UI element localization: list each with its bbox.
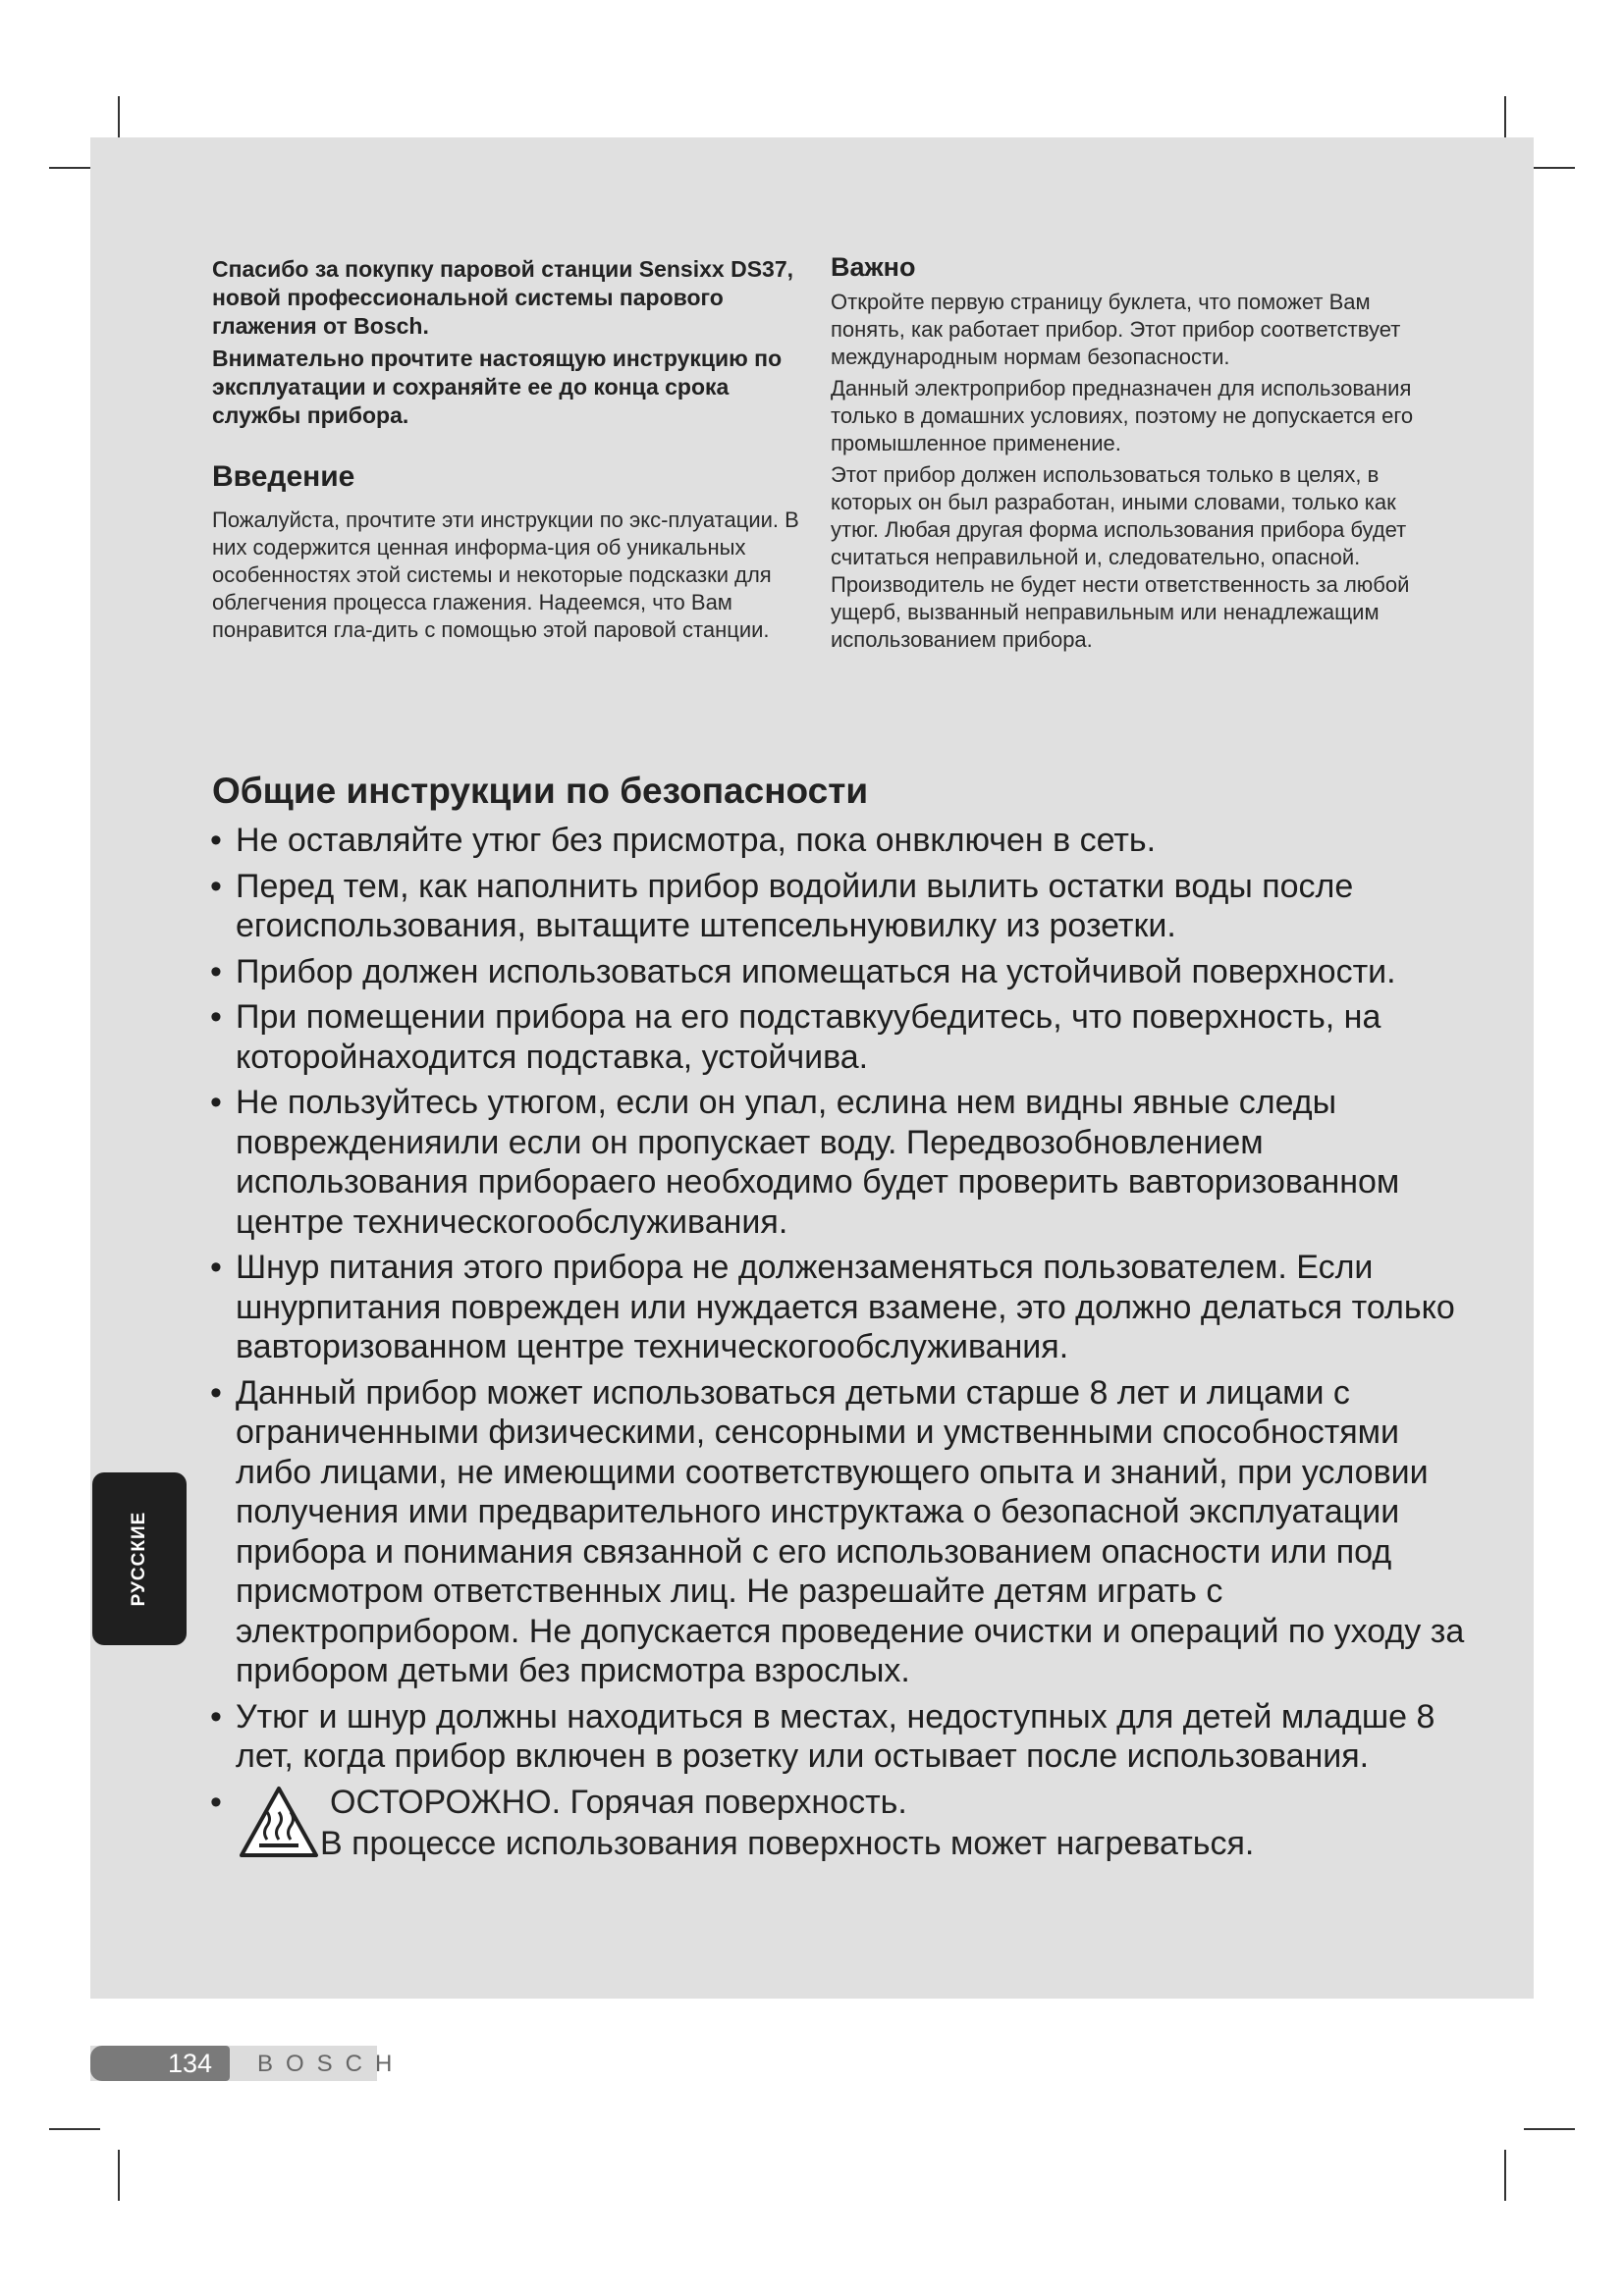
important-paragraph: Откройте первую страницу буклета, что поможет Вам понять, как работает прибор. Этот прибор соответствует международным нормам безопасности. <box>831 290 1401 369</box>
warning-text: В процессе использования поверхность может нагреваться. <box>320 1824 1255 1862</box>
warning-title: ОСТОРОЖНО. Горячая поверхность. <box>330 1783 907 1821</box>
safety-bullet: • Не пользуйтесь утюгом, если он упал, еслина нем видны явные следы поврежденияили если он пропускает воду. Передвозобновлением использования прибораего необходимо будет проверить вавторизованном центре техническогообслуживания. <box>210 1084 1400 1241</box>
safety-bullet-text: Прибор должен использоваться ипомещаться на устойчивой поверхности. <box>236 952 1396 990</box>
safety-bullet: • Не оставляйте утюг без присмотра, пока онвключен в сеть. <box>210 822 1157 859</box>
safety-bullet-text: Данный прибор может использоваться детьми старше 8 лет и лицами с ограниченными физическими, сенсорными и умственными способностями либо лицами, не имеющими соответствующего опыта и знаний, при условии получения ими предварительного инструктажа о безопасной эксплуатации прибора и понимания связанной с его использованием опасности или под присмотром ответственных лиц. Не разрешайте детям играть с электроприбором. Не допускается проведение очистки и операций по уходу за прибором детьми без присмотра взрослых. <box>236 1373 1465 1689</box>
hot-surface-warning-icon <box>238 1785 320 1859</box>
safety-bullet-text: Перед тем, как наполнить прибор водойили вылить остатки воды после егоиспользования, вытащите штепсельнуювилку из розетки. <box>236 867 1354 944</box>
safety-bullet-list <box>210 821 1477 1871</box>
crop-mark <box>49 2128 100 2130</box>
introduction-heading: Введение <box>212 460 355 493</box>
safety-bullet-text: Шнур питания этого прибора не должензаменяться пользователем. Если шнурпитания поврежден или нуждается взамене, это должно делаться только вавторизованном центре техническогообслуживания. <box>236 1249 1455 1365</box>
language-tab-label: РУССКИЕ <box>129 1511 149 1607</box>
intro-column <box>212 255 811 648</box>
important-paragraph: Данный электроприбор предназначен для использования только в домашних условиях, поэтому не допускается его промышленное применение. <box>831 376 1414 455</box>
crop-mark <box>1504 2150 1506 2201</box>
language-tab <box>92 1472 187 1645</box>
crop-mark <box>1524 2128 1575 2130</box>
safety-bullet: • При помещении прибора на его подставкуубедитесь, что поверхность, на которойнаходится подставка, устойчива. <box>210 998 1381 1076</box>
read-notice-text: Внимательно прочтите настоящую инструкцию по эксплуатации и сохраняйте ее до конца срока службы прибора. <box>212 346 783 428</box>
safety-bullet: • Шнур питания этого прибора не должензаменяться пользователем. Если шнурпитания поврежден или нуждается взамене, это должно делаться только вавторизованном центре техническогообслуживания. <box>210 1249 1455 1365</box>
safety-heading: Общие инструкции по безопасности <box>212 771 869 811</box>
introduction-text: Пожалуйста, прочтите эти инструкции по экс-плуатации. В них содержится ценная информа-ция об уникальных особенностях этой системы и некоторые подсказки для облегчения процесса глажения. Надеемся, что Вам понравится гла-дить с помощью этой паровой станции. <box>212 507 799 642</box>
safety-bullet-text: При помещении прибора на его подставкуубедитесь, что поверхность, на которойнаходится подставка, устойчива. <box>236 998 1381 1076</box>
safety-bullet-text: Не оставляйте утюг без присмотра, пока онвключен в сеть. <box>236 822 1157 859</box>
thanks-text: Спасибо за покупку паровой станции Sensixx DS37, новой профессиональной системы парового глажения от Bosch. <box>212 256 794 339</box>
safety-bullet: • Прибор должен использоваться ипомещаться на устойчивой поверхности. <box>210 952 1396 990</box>
safety-bullet-text: Не пользуйтесь утюгом, если он упал, еслина нем видны явные следы поврежденияили если он пропускает воду. Передвозобновлением использования прибораего необходимо будет проверить вавторизованном центре техническогообслуживания. <box>236 1084 1400 1241</box>
safety-bullet-text: Утюг и шнур должны находиться в местах, недоступных для детей младше 8 лет, когда прибор включен в розетку или остывает после использования. <box>236 1697 1435 1775</box>
important-column <box>831 251 1420 658</box>
page-number: 134 <box>90 2046 230 2081</box>
crop-mark <box>118 2150 120 2201</box>
safety-bullet: • Перед тем, как наполнить прибор водойили вылить остатки воды после егоиспользования, вытащите штепсельнуювилку из розетки. <box>210 867 1354 944</box>
important-heading: Важно <box>831 252 916 282</box>
hot-surface-warning: • ОСТОРОЖНО. Горячая поверхность. В процессе использования поверхность может нагреваться. <box>210 1783 1255 1862</box>
safety-bullet: • Утюг и шнур должны находиться в местах, недоступных для детей младше 8 лет, когда прибор включен в розетку или остывает после использования. <box>210 1697 1435 1775</box>
safety-bullet: • Данный прибор может использоваться детьми старше 8 лет и лицами с ограниченными физическими, сенсорными и умственными способностями либо лицами, не имеющими соответствующего опыта и знаний, при условии получения ими предварительного инструктажа о безопасной эксплуатации прибора и понимания связанной с его использованием опасности или под присмотром ответственных лиц. Не разрешайте детям играть с электроприбором. Не допускается проведение очистки и операций по уходу за прибором детьми без присмотра взрослых. <box>210 1373 1465 1689</box>
important-paragraph: Этот прибор должен использоваться только в целях, в которых он был разработан, иными словами, только как утюг. Любая другая форма использования прибора будет считаться неправильной и, следовательно, опасной. Производитель не будет нести ответственность за любой ущерб, вызванный неправильным или ненадлежащим использованием прибора. <box>831 462 1410 652</box>
brand-logo-text: BOSCH <box>257 2051 406 2077</box>
